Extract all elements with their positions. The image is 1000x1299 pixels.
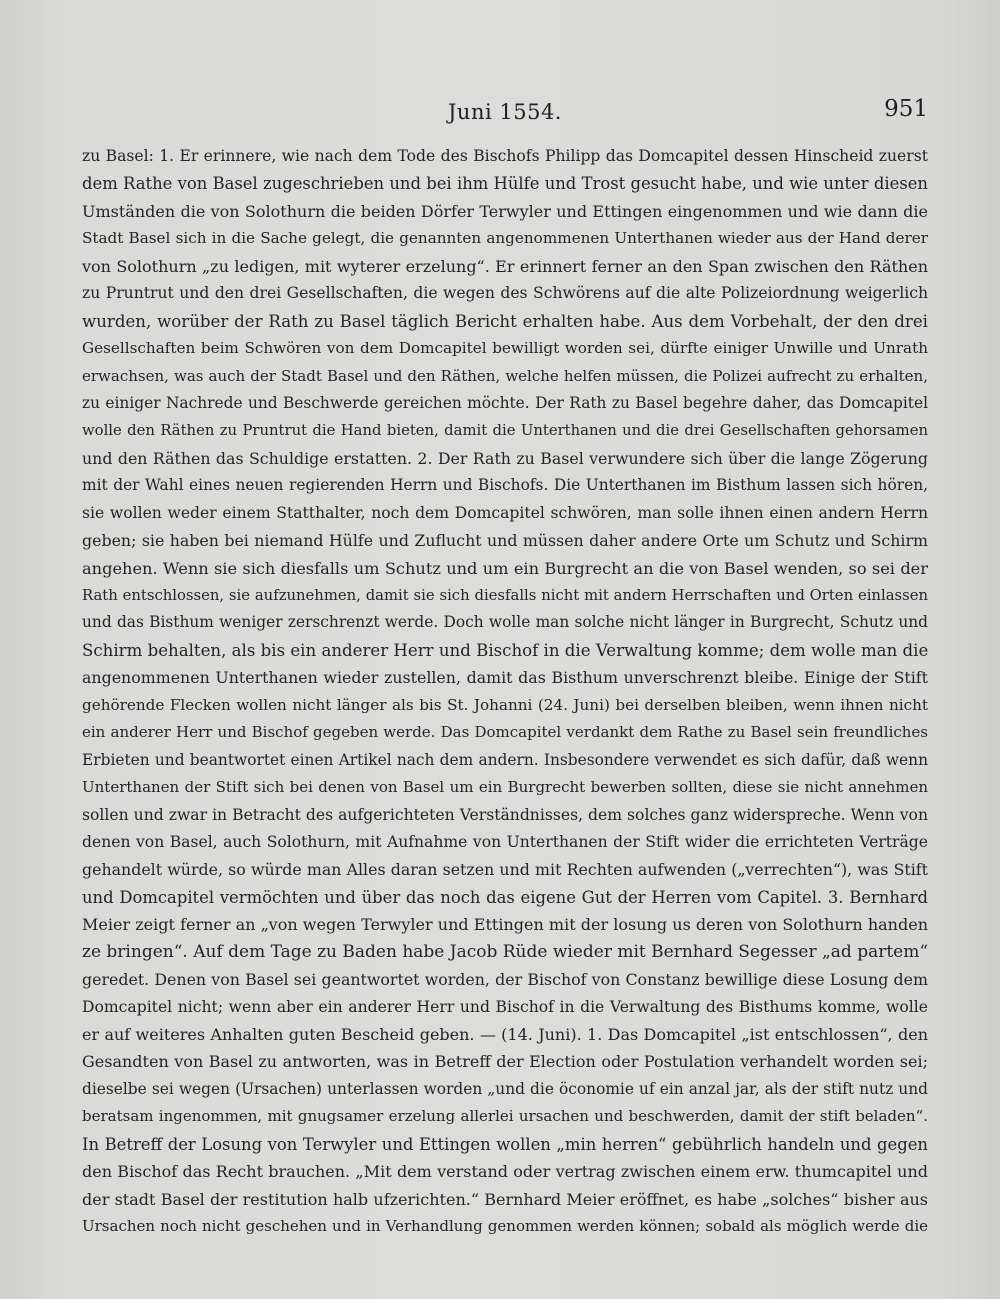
text-line: den Bischof das Recht brauchen. „Mit dem verstand oder vertrag zwischen einem erw. thumcapitel und xyxy=(82,1162,928,1182)
text-line: angehen. Wenn sie sich diesfalls um Schutz und um ein Burgrecht an die von Basel wenden, so sei der xyxy=(82,558,928,578)
text-line: Erbieten und beantwortet einen Artikel nach dem andern. Insbesondere verwendet es sich dafür, daß wenn xyxy=(82,750,928,769)
text-line: wurden, worüber der Rath zu Basel täglich Bericht erhalten habe. Aus dem Vorbehalt, der den drei xyxy=(82,311,928,331)
text-line: ze bringen“. Auf dem Tage zu Baden habe Jacob Rüde wieder mit Bernhard Segesser „ad partem“ xyxy=(82,941,928,962)
text-line: sollen und zwar in Betracht des aufgerichteten Verständnisses, dem solches ganz widerspreche. Wenn von xyxy=(82,805,928,824)
text-line: beratsam ingenommen, mit gnugsamer erzelung allerlei ursachen und beschwerden, damit der stift beladen“. xyxy=(82,1107,928,1126)
text-line: Gesandten von Basel zu antworten, was in Betreff der Election oder Postulation verhandelt worden sei; xyxy=(82,1052,928,1072)
text-line: Umständen die von Solothurn die beiden Dörfer Terwyler und Ettingen eingenommen und wie dann die xyxy=(82,201,928,221)
text-line: Schirm behalten, als bis ein anderer Herr und Bischof in die Verwaltung komme; dem wolle man die xyxy=(82,640,928,660)
text-line: zu einiger Nachrede und Beschwerde gereichen möchte. Der Rath zu Basel begehre daher, das Domcapitel xyxy=(82,393,928,412)
text-line: Meier zeigt ferner an „von wegen Terwyler und Ettingen mit der losung us deren von Solothurn handen xyxy=(82,915,928,935)
text-line: der stadt Basel der restitution halb ufzerichten.“ Bernhard Meier eröffnet, es habe „solches“ bisher aus xyxy=(82,1189,928,1209)
running-header xyxy=(82,96,928,136)
text-line: gehörende Flecken wollen nicht länger als bis St. Johanni (24. Juni) bei derselben bleiben, wenn ihnen nicht xyxy=(82,695,928,714)
body-text xyxy=(82,143,928,1241)
text-line: dieselbe sei wegen (Ursachen) unterlassen worden „und die öconomie uf ein anzal jar, als der stift nutz und xyxy=(82,1079,928,1098)
text-line: er auf weiteres Anhalten guten Bescheid geben. — (14. Juni). 1. Das Domcapitel „ist entschlossen“, den xyxy=(82,1025,928,1044)
text-line: ein anderer Herr und Bischof gegeben werde. Das Domcapitel verdankt dem Rathe zu Basel sein freundliches xyxy=(82,723,928,742)
text-line: geben; sie haben bei niemand Hülfe und Zuflucht und müssen daher andere Orte um Schutz und Schirm xyxy=(82,531,928,551)
text-line: von Solothurn „zu ledigen, mit wyterer erzelung“. Er erinnert ferner an den Span zwischen den Räthen xyxy=(82,256,928,276)
text-line: und Domcapitel vermöchten und über das noch das eigene Gut der Herren vom Capitel. 3. Bernhard xyxy=(82,887,928,907)
text-line: angenommenen Unterthanen wieder zustellen, damit das Bisthum unverschrenzt bleibe. Einige der Stift xyxy=(82,668,928,688)
text-line: zu Basel: 1. Er erinnere, wie nach dem Tode des Bischofs Philipp das Domcapitel dessen Hinscheid zuerst xyxy=(82,147,928,165)
text-line: Rath entschlossen, sie aufzunehmen, damit sie sich diesfalls nicht mit andern Herrschaften und Orten einlassen xyxy=(82,587,928,604)
text-line: Gesellschaften beim Schwören von dem Domcapitel bewilligt worden sei, dürfte einiger Unwille und Unrath xyxy=(82,339,928,358)
text-line: dem Rathe von Basel zugeschrieben und bei ihm Hülfe und Trost gesucht habe, und wie unter diesen xyxy=(82,174,928,194)
text-line: geredet. Denen von Basel sei geantwortet worden, der Bischof von Constanz bewillige diese Losung dem xyxy=(82,970,928,990)
text-line: wolle den Räthen zu Pruntrut die Hand bieten, damit die Unterthanen und die drei Gesellschaften gehorsamen xyxy=(82,422,928,440)
text-line: mit der Wahl eines neuen regierenden Herrn und Bischofs. Die Unterthanen im Bisthum lassen sich hören, xyxy=(82,476,928,495)
header-title: Juni 1554. xyxy=(448,100,562,124)
text-line: In Betreff der Losung von Terwyler und Ettingen wollen „min herren“ gebührlich handeln und gegen xyxy=(82,1134,928,1154)
text-line: Domcapitel nicht; wenn aber ein anderer Herr und Bischof in die Verwaltung des Bisthums komme, wolle xyxy=(82,997,928,1016)
text-line: Ursachen noch nicht geschehen und in Verhandlung genommen werden können; sobald als möglich werde die xyxy=(82,1217,928,1236)
text-line: Stadt Basel sich in die Sache gelegt, die genannten angenommenen Unterthanen wieder aus der Hand derer xyxy=(82,229,928,248)
text-line: erwachsen, was auch der Stadt Basel und den Räthen, welche helfen müssen, die Polizei aufrecht zu erhalten, xyxy=(82,366,928,385)
text-line: denen von Basel, auch Solothurn, mit Aufnahme von Unterthanen der Stift wider die errichteten Verträge xyxy=(82,832,928,851)
text-line: gehandelt würde, so würde man Alles daran setzen und mit Rechten aufwenden („verrechten“), was Stift xyxy=(82,860,928,880)
text-line: und den Räthen das Schuldige erstatten. 2. Der Rath zu Basel verwundere sich über die lange Zögerung xyxy=(82,448,928,468)
text-line: zu Pruntrut und den drei Gesellschaften, die wegen des Schwörens auf die alte Polizeiordnung weigerlich xyxy=(82,284,928,303)
page-number: 951 xyxy=(884,96,928,122)
text-line: sie wollen weder einem Statthalter, noch dem Domcapitel schwören, man solle ihnen einen andern Herrn xyxy=(82,503,928,522)
text-line: und das Bisthum weniger zerschrenzt werde. Doch wolle man solche nicht länger in Burgrecht, Schutz und xyxy=(82,613,928,632)
text-line: Unterthanen der Stift sich bei denen von Basel um ein Burgrecht bewerben sollten, diese sie nicht annehmen xyxy=(82,778,928,797)
